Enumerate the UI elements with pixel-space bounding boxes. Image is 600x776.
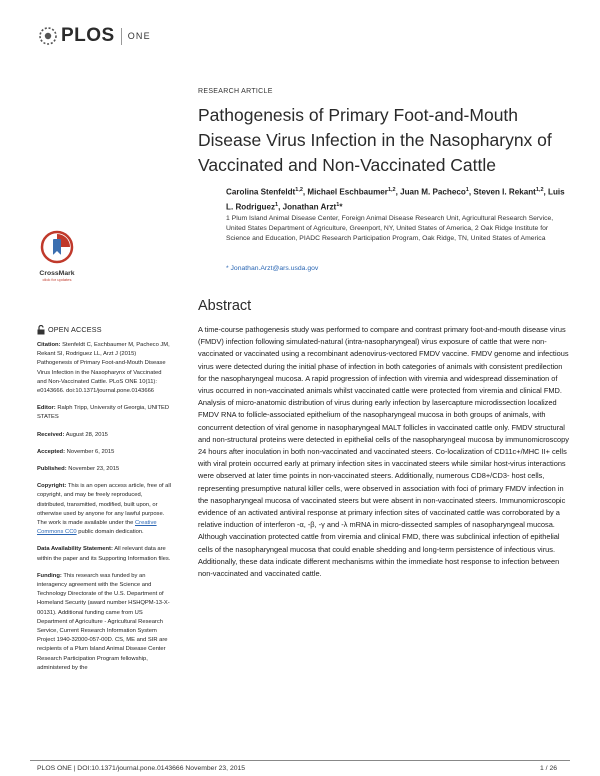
editor-block [37,404,172,422]
funding-text: This research was funded by an interagency agreement with the Science and Technology Directorate of the U.S. Department of Homeland Security (award number HSHQPM-13-X-00131). Additional funding came from US Department of Agriculture - Agricultural Research Service, Current Research Information System Project 1940-32000-057-00D. CS, ME and SIR are recipients of a Plum Island Animal Disease Center Research Participation Program fellowship, administered by the [37,572,170,671]
corresponding-email [226,265,318,272]
citation-block [37,341,172,396]
cc0-link[interactable]: Creative Commons CC0 [37,520,157,536]
author-sep: , [468,187,474,197]
author-sep: , [543,187,549,197]
author-affil: 1 [336,201,340,208]
editor-label: Editor: [37,405,56,412]
published-block [37,465,172,474]
abstract-body: A time-course pathogenesis study was performed to compare and contrast primary foot-and-mouth disease virus (FMDV) infection following simulated-natural (intra-nasopharyngeal) virus exposure of cattle that were non-vaccinated or vaccinated using a recombinant adenovirus-vectored FMDV vaccine. FMDV genome and infectious virus were detected during the initial phase of infection in both categories of animals with consistent predilection for the nasopharyngeal mucosa. A rapid progression of infection with viremia and widespread dissemination of virus occurred in non-vaccinated animals whilst vaccinated cattle were protected from viremia and clinical FMD. Analysis of micro-anatomic distribution of virus during early infection by lasercapture microdissection localized FMDV RNA to follicle-associated epithelium of the nasopharyngeal mucosa in both groups of animals, with concurrent detection of viral genome in nasopharyngeal MALT follicles in vaccinated cattle only. FMDV structural and non-structural proteins were detected in epithelial cells of the nasopharyngeal mucosa by immunomicroscopy 24 hours after inoculation in both non-vaccinated and vaccinated steers. Co-localization of CD11c+/MHC II+ cells with viral protein occurred early at primary infection sites in vaccinated steers while similar host-virus interactions were observed at later time points in non-vaccinated steers. Additionally, numerous CD8+/CD3- host cells, representing presumptive natural killer cells, were observed in association with foci of primary FMDV infection in the nasopharyngeal mucosa of vaccinated steers but were absent in non-vaccinated steers. Immunomicroscopic evidence of an activated antiviral response at primary infection sites of vaccinated cattle was corroborated by a relative induction of interferon -α, -β, -γ and -λ mRNA in micro-dissected samples of nasopharyngeal mucosa. Although vaccination protected cattle from viremia and clinical FMD, there was subclinical infection of epithelial cells of the nasopharyngeal mucosa that could enable shedding and long-term persistence of infectious virus. Additionally, these data indicate different mechanisms within the immediate host response to infection between non-vaccinated and vaccinated cattle. [198,325,569,579]
article-type: RESEARCH ARTICLE [198,88,273,95]
author-sep: , [302,187,308,197]
accepted-text: November 6, 2015 [66,448,115,455]
crossmark-badge[interactable] [33,230,81,282]
footer-citation: PLOS ONE | DOI:10.1371/journal.pone.0143666 November 23, 2015 [37,765,246,772]
open-access-label: OPEN ACCESS [48,325,102,335]
author-name[interactable]: Juan M. Pacheco [400,187,466,197]
crossmark-sub: click for updates [42,277,72,282]
accepted-block [37,448,172,457]
author-name[interactable]: Carolina Stenfeldt [226,187,296,197]
author-sep: , [278,202,283,212]
author-affil: 1,2 [535,187,544,193]
journal-logo [38,25,151,47]
abstract-heading: Abstract [198,298,252,314]
received-text: August 28, 2015 [65,431,108,438]
published-text: November 23, 2015 [68,466,120,473]
copyright-tail: public domain dedication. [78,529,144,536]
journal-sub: ONE [127,31,151,41]
author-name[interactable]: Luis L. Rodriguez [226,187,565,212]
crossmark-label: CrossMark [39,270,75,277]
footer-rule [30,760,570,761]
data-availability-label: Data Availability Statement: [37,546,113,553]
funding-block [37,572,172,673]
author-sep: , [395,187,401,197]
affiliations: 1 Plum Island Animal Disease Center, Foreign Animal Disease Research Unit, Agricultural Research Service, United States Department of Agriculture, Greenport, NY, United States of America, 2 Oak Ridge Institute for Science and Education, PIADC Research Participation Program, Oak Ridge, TN, United States of America [226,215,554,242]
author-name[interactable]: Jonathan Arzt [282,202,337,212]
author-sep: * [339,202,343,212]
received-block [37,431,172,440]
sidebar [37,325,172,681]
citation-text: Stenfeldt C, Eschbaumer M, Pacheco JM, Rekant SI, Rodriguez LL, Arzt J (2015) Pathogenesis of Primary Foot-and-Mouth Disease Virus Infection in the Nasopharynx of Vaccinated and Non-Vaccinated Cattle. PLoS ONE 10(11): e0143666. doi:10.1371/journal.pone.0143666 [37,342,170,395]
plos-logo-icon [38,26,58,46]
citation-label: Citation: [37,342,61,348]
copyright-text: This is an open access article, free of all copyright, and may be freely reproduced, distributed, transmitted, modified, built upon, or otherwise used by anyone for any lawful purpose. The work is made available under the [37,483,171,527]
author-name[interactable]: Michael Eschbaumer [307,187,388,197]
page-number: 1 / 26 [540,765,558,772]
copyright-block [37,482,172,537]
author-affil: 1 [465,187,469,193]
author-affil: 1 [275,201,279,208]
logo-divider [121,28,122,45]
funding-label: Funding: [37,572,62,579]
article-title: Pathogenesis of Primary Foot-and-Mouth Disease Virus Infection in the Nasopharynx of Vaccinated and Non-Vaccinated Cattle [198,105,552,175]
open-access [37,325,172,335]
data-availability-text: All relevant data are within the paper and its Supporting Information files. [37,546,171,562]
author-name[interactable]: Steven I. Rekant [473,187,536,197]
author-affil: 1,2 [295,187,303,193]
email-link[interactable]: * Jonathan.Arzt@ars.usda.gov [226,265,319,272]
editor-text: Ralph Tripp, University of Georgia, UNITED STATES [37,405,170,421]
author-list [226,184,566,213]
crossmark-icon [40,230,74,264]
data-availability-block [37,545,172,563]
accepted-label: Accepted: [37,448,66,455]
copyright-label: Copyright: [37,483,67,490]
author-affil: 1,2 [387,187,396,193]
journal-name: PLOS [61,25,115,46]
open-lock-icon [37,325,45,335]
published-label: Published: [37,466,67,473]
received-label: Received: [37,431,65,438]
